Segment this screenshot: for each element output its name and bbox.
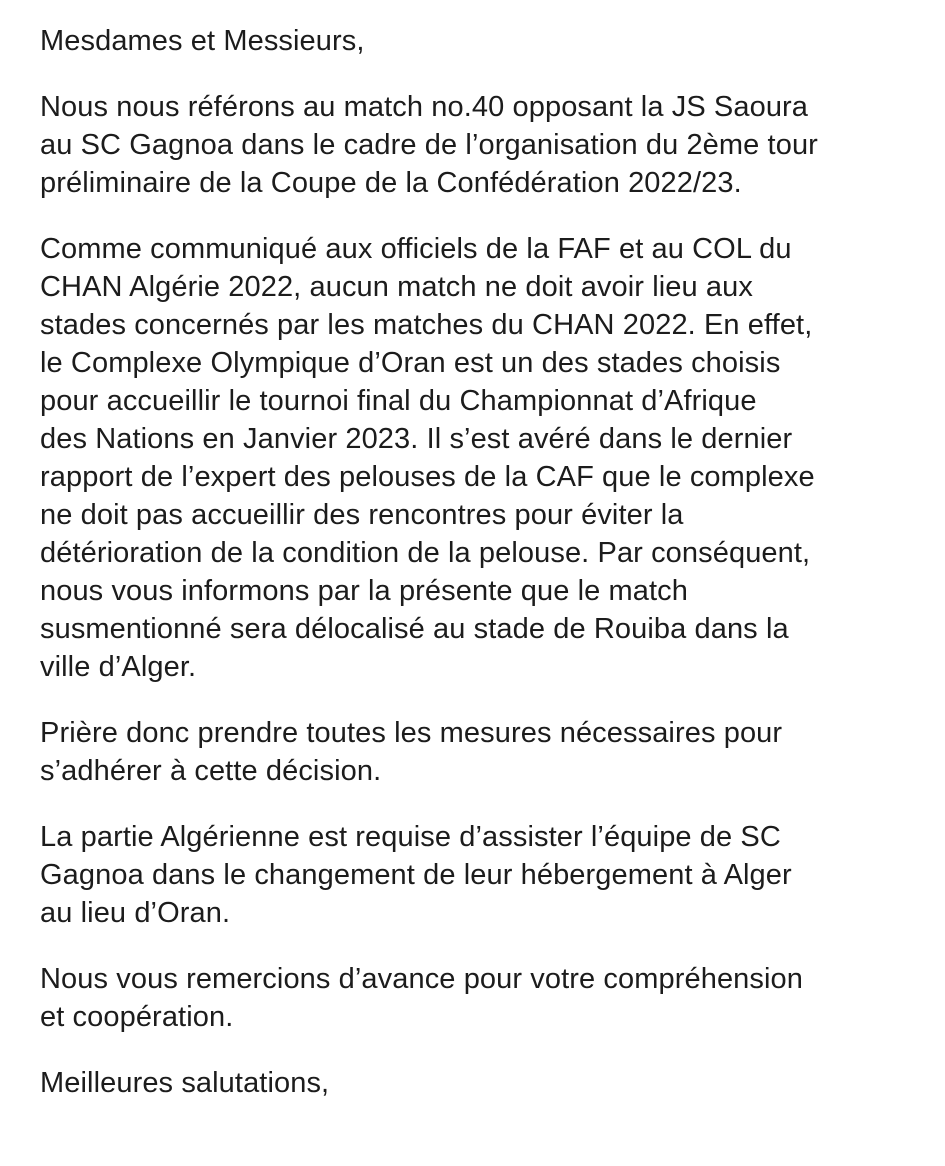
text-line: Comme communiqué aux officiels de la FAF et au COL du — [40, 233, 792, 265]
text-line: et coopération. — [40, 1001, 234, 1033]
paragraph-request — [40, 714, 930, 790]
text-line: rapport de l’expert des pelouses de la CAF que le complexe — [40, 461, 815, 493]
text-line: au SC Gagnoa dans le cadre de l’organisation du 2ème tour — [40, 129, 818, 161]
closing — [40, 1064, 930, 1102]
text-line: stades concernés par les matches du CHAN 2022. En effet, — [40, 309, 813, 341]
paragraph-relocation-notice — [40, 230, 930, 686]
letter-body — [40, 22, 930, 1130]
text-line: Nous nous référons au match no.40 opposant la JS Saoura — [40, 91, 809, 123]
text-line: préliminaire de la Coupe de la Confédération 2022/23. — [40, 167, 742, 199]
text-line: susmentionné sera délocalisé au stade de Rouiba dans la — [40, 613, 789, 645]
text-line: au lieu d’Oran. — [40, 897, 231, 929]
paragraph-match-reference — [40, 88, 930, 202]
text-line: Meilleures salutations, — [40, 1067, 330, 1099]
text-line: le Complexe Olympique d’Oran est un des stades choisis — [40, 347, 781, 379]
text-line: pour accueillir le tournoi final du Championnat d’Afrique — [40, 385, 757, 417]
text-line: s’adhérer à cette décision. — [40, 755, 382, 787]
text-line: Mesdames et Messieurs, — [40, 25, 365, 57]
paragraph-thanks — [40, 960, 930, 1036]
text-line: ville d’Alger. — [40, 651, 197, 683]
text-line: Prière donc prendre toutes les mesures nécessaires pour — [40, 717, 783, 749]
paragraph-assistance — [40, 818, 930, 932]
text-line: détérioration de la condition de la pelouse. Par conséquent, — [40, 537, 811, 569]
salutation — [40, 22, 930, 60]
text-line: nous vous informons par la présente que le match — [40, 575, 688, 607]
text-line: Nous vous remercions d’avance pour votre compréhension — [40, 963, 804, 995]
text-line: Gagnoa dans le changement de leur hébergement à Alger — [40, 859, 792, 891]
text-line: ne doit pas accueillir des rencontres pour éviter la — [40, 499, 684, 531]
text-line: des Nations en Janvier 2023. Il s’est avéré dans le dernier — [40, 423, 793, 455]
text-line: La partie Algérienne est requise d’assister l’équipe de SC — [40, 821, 781, 853]
text-line: CHAN Algérie 2022, aucun match ne doit avoir lieu aux — [40, 271, 753, 303]
